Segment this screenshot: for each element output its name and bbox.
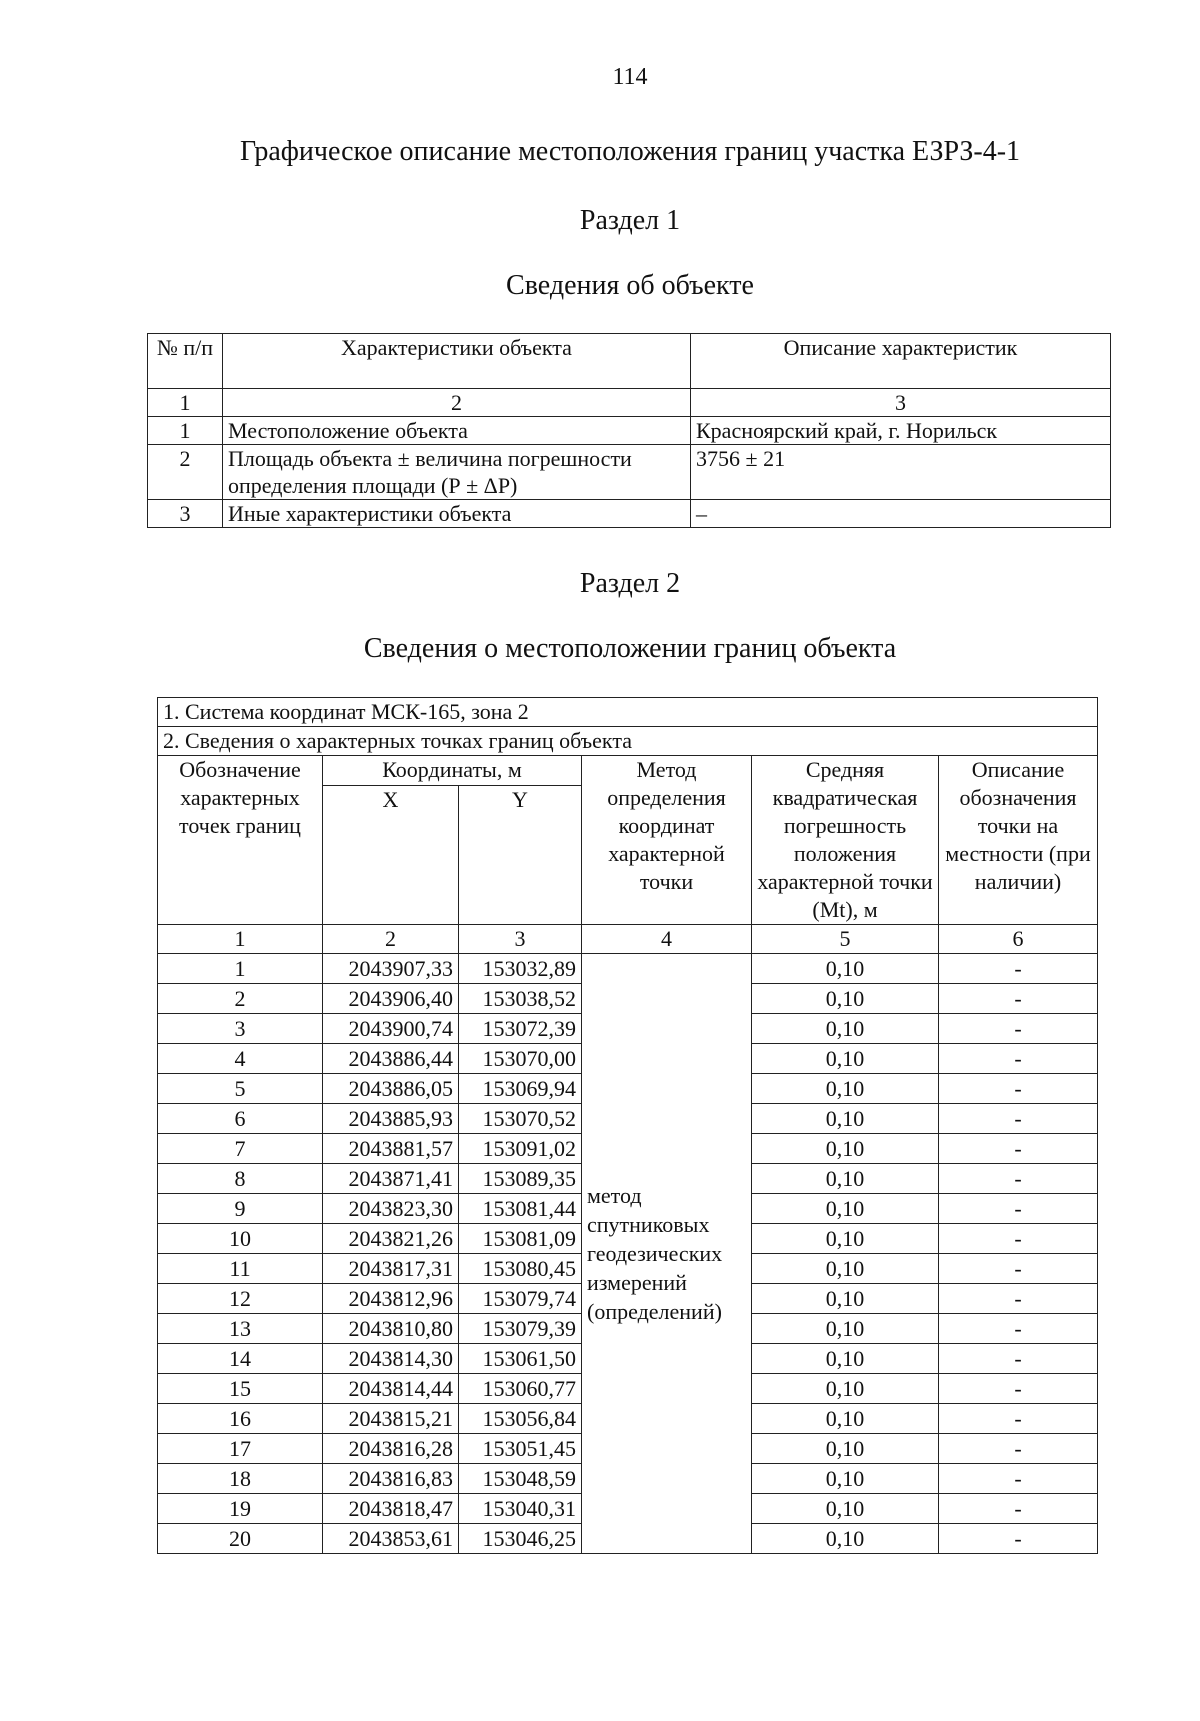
point-number: 11 [158,1254,323,1284]
point-mt: 0,10 [752,1074,939,1104]
point-number: 12 [158,1284,323,1314]
point-mt: 0,10 [752,1014,939,1044]
point-mt: 0,10 [752,1404,939,1434]
point-description: - [939,1134,1098,1164]
point-x: 2043816,28 [323,1434,459,1464]
point-y: 153070,00 [459,1044,582,1074]
column-number: 6 [939,925,1098,954]
header-method: Метод определения координат характерной точки [582,756,752,925]
point-description: - [939,1254,1098,1284]
point-x: 2043907,33 [323,954,459,984]
point-x: 2043886,44 [323,1044,459,1074]
point-y: 153048,59 [459,1464,582,1494]
point-x: 2043816,83 [323,1464,459,1494]
point-x: 2043853,61 [323,1524,459,1554]
point-y: 153040,31 [459,1494,582,1524]
point-y: 153080,45 [459,1254,582,1284]
point-y: 153051,45 [459,1434,582,1464]
point-description: - [939,954,1098,984]
point-x: 2043871,41 [323,1164,459,1194]
point-y: 153070,52 [459,1104,582,1134]
point-x: 2043817,31 [323,1254,459,1284]
point-mt: 0,10 [752,1194,939,1224]
point-y: 153091,02 [459,1134,582,1164]
header-error: Средняя квадратическая погрешность положения характерной точки (Mt), м [752,756,939,925]
point-number: 20 [158,1524,323,1554]
point-number: 2 [158,984,323,1014]
point-number: 19 [158,1494,323,1524]
point-mt: 0,10 [752,1374,939,1404]
point-y: 153056,84 [459,1404,582,1434]
point-x: 2043906,40 [323,984,459,1014]
header-point-description: Описание обозначения точки на местности (при наличии) [939,756,1098,925]
point-description: - [939,1104,1098,1134]
point-y: 153081,09 [459,1224,582,1254]
point-description: - [939,1404,1098,1434]
header-characteristics: Характеристики объекта [223,334,691,389]
point-x: 2043885,93 [323,1104,459,1134]
row-number: 3 [148,500,223,528]
points-title: 2. Сведения о характерных точках границ объекта [158,727,1098,756]
point-mt: 0,10 [752,1254,939,1284]
point-y: 153060,77 [459,1374,582,1404]
point-number: 9 [158,1194,323,1224]
column-number: 5 [752,925,939,954]
table-row [148,500,1111,528]
point-mt: 0,10 [752,1134,939,1164]
column-number: 3 [459,925,582,954]
point-number: 4 [158,1044,323,1074]
point-mt: 0,10 [752,984,939,1014]
column-number: 3 [691,389,1111,417]
point-x: 2043814,30 [323,1344,459,1374]
header-description: Описание характеристик [691,334,1111,389]
point-y: 153079,74 [459,1284,582,1314]
boundary-points-table [157,697,1098,1554]
point-y: 153032,89 [459,954,582,984]
section2-heading: Раздел 2 [579,568,681,599]
column-number: 2 [223,389,691,417]
point-description: - [939,1194,1098,1224]
point-x: 2043886,05 [323,1074,459,1104]
point-description: - [939,1434,1098,1464]
column-number: 2 [323,925,459,954]
point-mt: 0,10 [752,954,939,984]
point-description: - [939,1164,1098,1194]
point-y: 153089,35 [459,1164,582,1194]
point-x: 2043818,47 [323,1494,459,1524]
point-number: 18 [158,1464,323,1494]
point-number: 16 [158,1404,323,1434]
point-mt: 0,10 [752,1464,939,1494]
point-description: - [939,1224,1098,1254]
point-x: 2043881,57 [323,1134,459,1164]
point-y: 153072,39 [459,1014,582,1044]
point-x: 2043814,44 [323,1374,459,1404]
point-x: 2043821,26 [323,1224,459,1254]
section1-subheading: Сведения об объекте [506,270,754,301]
point-y: 153081,44 [459,1194,582,1224]
method-cell: метод спутниковых геодезических измерений (определений) [582,954,752,1554]
column-number: 4 [582,925,752,954]
point-mt: 0,10 [752,1164,939,1194]
coord-system: 1. Система координат МСК-165, зона 2 [158,698,1098,727]
column-number: 1 [148,389,223,417]
table-row [158,954,1098,984]
section1-heading: Раздел 1 [579,205,681,236]
point-y: 153046,25 [459,1524,582,1554]
point-x: 2043823,30 [323,1194,459,1224]
point-description: - [939,984,1098,1014]
header-coords: Координаты, м [323,756,582,786]
page-number: 114 [612,64,648,90]
point-description: - [939,1074,1098,1104]
object-info-table [147,333,1111,528]
row-number: 1 [148,417,223,445]
point-number: 5 [158,1074,323,1104]
point-number: 10 [158,1224,323,1254]
point-mt: 0,10 [752,1044,939,1074]
point-description: - [939,1374,1098,1404]
point-number: 1 [158,954,323,984]
point-description: - [939,1524,1098,1554]
point-mt: 0,10 [752,1524,939,1554]
header-designation: Обозначение характерных точек границ [158,756,323,925]
point-mt: 0,10 [752,1104,939,1134]
point-mt: 0,10 [752,1344,939,1374]
table-row [148,445,1111,500]
point-x: 2043900,74 [323,1014,459,1044]
point-description: - [939,1494,1098,1524]
row-number: 2 [148,445,223,500]
header-x: X [323,786,459,925]
point-number: 7 [158,1134,323,1164]
header-y: Y [459,786,582,925]
section2-subheading: Сведения о местоположении границ объекта [363,633,897,664]
point-mt: 0,10 [752,1314,939,1344]
point-description: - [939,1014,1098,1044]
point-y: 153061,50 [459,1344,582,1374]
point-number: 14 [158,1344,323,1374]
point-mt: 0,10 [752,1434,939,1464]
point-y: 153079,39 [459,1314,582,1344]
characteristic-value: 3756 ± 21 [691,445,1111,500]
characteristic-value: – [691,500,1111,528]
point-number: 17 [158,1434,323,1464]
point-number: 3 [158,1014,323,1044]
point-description: - [939,1314,1098,1344]
point-description: - [939,1344,1098,1374]
characteristic-value: Красноярский край, г. Норильск [691,417,1111,445]
point-number: 13 [158,1314,323,1344]
point-mt: 0,10 [752,1284,939,1314]
point-x: 2043815,21 [323,1404,459,1434]
point-mt: 0,10 [752,1494,939,1524]
point-number: 15 [158,1374,323,1404]
characteristic-name: Местоположение объекта [223,417,691,445]
header-number: № п/п [148,334,223,389]
point-x: 2043812,96 [323,1284,459,1314]
point-y: 153038,52 [459,984,582,1014]
point-number: 8 [158,1164,323,1194]
point-number: 6 [158,1104,323,1134]
page-title: Графическое описание местоположения границ участка ЕЗРЗ-4-1 [239,136,1021,167]
point-y: 153069,94 [459,1074,582,1104]
characteristic-name: Иные характеристики объекта [223,500,691,528]
table-row [148,417,1111,445]
point-description: - [939,1044,1098,1074]
point-mt: 0,10 [752,1224,939,1254]
point-x: 2043810,80 [323,1314,459,1344]
column-number: 1 [158,925,323,954]
characteristic-name: Площадь объекта ± величина погрешности определения площади (Р ± ΔР) [223,445,691,500]
point-description: - [939,1464,1098,1494]
point-description: - [939,1284,1098,1314]
